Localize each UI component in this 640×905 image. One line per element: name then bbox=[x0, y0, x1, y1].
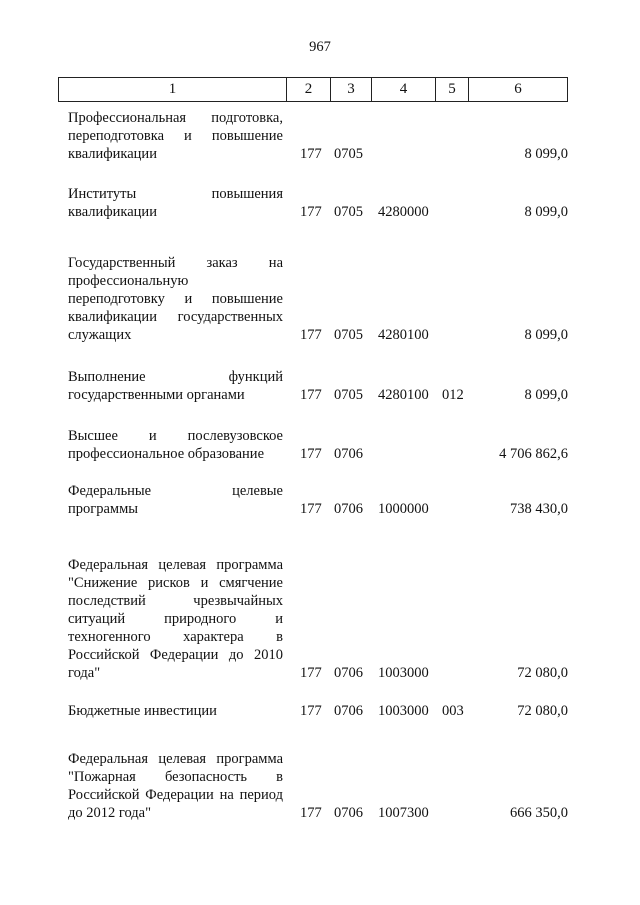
col-2-value: 177 bbox=[300, 501, 322, 517]
row-name-line: "Пожарная безопасность в bbox=[68, 769, 283, 785]
row-name-line: Российской Федерации до 2010 bbox=[68, 647, 283, 663]
col-2-value: 177 bbox=[300, 805, 322, 821]
header-col-6: 6 bbox=[469, 78, 568, 102]
row-name bbox=[68, 254, 283, 344]
col-2-value: 177 bbox=[300, 387, 322, 403]
row-name-line: Институты повышения bbox=[68, 186, 283, 202]
col-3-value: 0706 bbox=[334, 501, 363, 517]
row-name-line: Бюджетные инвестиции bbox=[68, 703, 217, 719]
col-3-value: 0705 bbox=[334, 204, 363, 220]
row-name-line: Государственный заказ на bbox=[68, 255, 283, 271]
row-name bbox=[68, 702, 283, 720]
col-2-value: 177 bbox=[300, 204, 322, 220]
col-4-value: 1007300 bbox=[378, 805, 429, 821]
col-2-value: 177 bbox=[300, 146, 322, 162]
row-name-line: Российской Федерации на период bbox=[68, 787, 283, 803]
row-name bbox=[68, 109, 283, 163]
col-3-value: 0706 bbox=[334, 665, 363, 681]
col-4-value: 4280100 bbox=[378, 327, 429, 343]
col-2-value: 177 bbox=[300, 446, 322, 462]
row-name-line: программы bbox=[68, 501, 138, 517]
row-name-line: ситуаций природного и bbox=[68, 611, 283, 627]
amount-value: 8 099,0 bbox=[524, 204, 568, 220]
row-name bbox=[68, 750, 283, 822]
col-2-value: 177 bbox=[300, 703, 322, 719]
col-5-value: 003 bbox=[442, 703, 464, 719]
row-name-line: государственными органами bbox=[68, 387, 245, 403]
col-3-value: 0705 bbox=[334, 146, 363, 162]
row-name-line: квалификации bbox=[68, 146, 157, 162]
row-name-line: года" bbox=[68, 665, 101, 681]
table-row bbox=[68, 254, 568, 344]
header-col-2: 2 bbox=[287, 78, 331, 102]
row-name bbox=[68, 368, 283, 404]
col-3-value: 0705 bbox=[334, 387, 363, 403]
table-row bbox=[68, 702, 568, 720]
col-3-value: 0706 bbox=[334, 703, 363, 719]
row-name-line: до 2012 года" bbox=[68, 805, 152, 821]
col-4-value: 1003000 bbox=[378, 665, 429, 681]
row-name-line: профессиональную bbox=[68, 273, 189, 289]
amount-value: 4 706 862,6 bbox=[499, 446, 568, 462]
row-name-line: Федеральная целевая программа bbox=[68, 557, 283, 573]
row-name-line: Федеральные целевые bbox=[68, 483, 283, 499]
col-2-value: 177 bbox=[300, 327, 322, 343]
col-4-value: 4280000 bbox=[378, 204, 429, 220]
table-row bbox=[68, 556, 568, 682]
row-name bbox=[68, 556, 283, 682]
row-name bbox=[68, 482, 283, 518]
header-col-4: 4 bbox=[372, 78, 436, 102]
amount-value: 8 099,0 bbox=[524, 327, 568, 343]
header-col-3: 3 bbox=[331, 78, 372, 102]
row-name-line: последствий чрезвычайных bbox=[68, 593, 283, 609]
row-name bbox=[68, 427, 283, 463]
header-col-5: 5 bbox=[436, 78, 469, 102]
amount-value: 8 099,0 bbox=[524, 146, 568, 162]
amount-value: 666 350,0 bbox=[510, 805, 568, 821]
amount-value: 738 430,0 bbox=[510, 501, 568, 517]
table-row bbox=[68, 368, 568, 404]
table-header bbox=[58, 77, 568, 102]
col-3-value: 0706 bbox=[334, 805, 363, 821]
table-row bbox=[68, 109, 568, 163]
row-name-line: "Снижение рисков и смягчение bbox=[68, 575, 283, 591]
row-name-line: квалификации государственных bbox=[68, 309, 283, 325]
amount-value: 72 080,0 bbox=[517, 703, 568, 719]
row-name-line: Профессиональная подготовка, bbox=[68, 110, 283, 126]
col-4-value: 1000000 bbox=[378, 501, 429, 517]
col-4-value: 1003000 bbox=[378, 703, 429, 719]
row-name-line: служащих bbox=[68, 327, 132, 343]
col-4-value: 4280100 bbox=[378, 387, 429, 403]
amount-value: 8 099,0 bbox=[524, 387, 568, 403]
row-name-line: Федеральная целевая программа bbox=[68, 751, 283, 767]
row-name-line: переподготовку и повышение bbox=[68, 291, 283, 307]
table-row bbox=[68, 185, 568, 221]
row-name-line: переподготовка и повышение bbox=[68, 128, 283, 144]
col-2-value: 177 bbox=[300, 665, 322, 681]
row-name-line: техногенного характера в bbox=[68, 629, 283, 645]
table-row bbox=[68, 482, 568, 518]
table-row bbox=[68, 750, 568, 822]
row-name-line: Выполнение функций bbox=[68, 369, 283, 385]
table-row bbox=[68, 427, 568, 463]
header-col-1: 1 bbox=[59, 78, 287, 102]
amount-value: 72 080,0 bbox=[517, 665, 568, 681]
row-name-line: Высшее и послевузовское bbox=[68, 428, 283, 444]
col-5-value: 012 bbox=[442, 387, 464, 403]
col-3-value: 0705 bbox=[334, 327, 363, 343]
row-name bbox=[68, 185, 283, 221]
page-number: 967 bbox=[309, 39, 331, 55]
row-name-line: профессиональное образование bbox=[68, 446, 265, 462]
col-3-value: 0706 bbox=[334, 446, 363, 462]
row-name-line: квалификации bbox=[68, 204, 157, 220]
